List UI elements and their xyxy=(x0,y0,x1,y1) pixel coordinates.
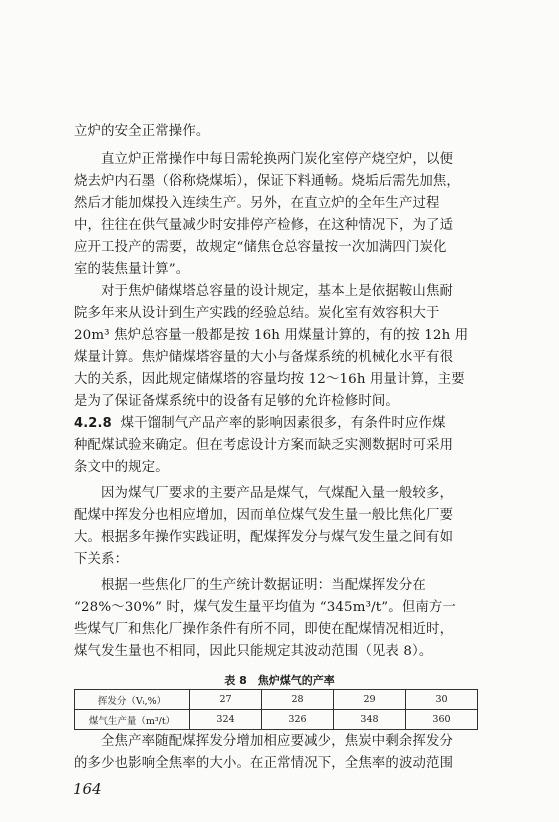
body-line: 下关系： xyxy=(74,552,129,567)
table-row-label: 煤气生产量（m³/t） xyxy=(75,710,190,730)
table-cell: 29 xyxy=(334,690,406,710)
page-number: 164 xyxy=(73,780,102,798)
body-line: 煤干馏制气产品产率的影响因素很多，有条件时应作煤 xyxy=(120,416,446,431)
table-cell: 27 xyxy=(190,690,262,710)
table-cell: 28 xyxy=(262,690,334,710)
body-line: 种配煤试验来确定。但在考虑设计方案而缺乏实测数据时可采用 xyxy=(74,438,454,453)
body-line: 对于焦炉储煤塔总容量的设计规定，基本上是依据鞍山焦耐 xyxy=(101,284,454,299)
body-line: 大。根据多年操作实践证明，配煤挥发分与煤气发生量之间有如 xyxy=(74,530,454,545)
body-line: 些煤气厂和焦化厂操作条件有所不同，即使在配煤情况相近时， xyxy=(74,622,454,637)
body-line: 煤气发生量也不相同，因此只能规定其波动范围（见表 8）。 xyxy=(74,644,433,659)
body-line: 立炉的安全正常操作。 xyxy=(74,124,210,139)
table-cell: 30 xyxy=(406,690,478,710)
table-caption: 表 8 焦炉煤气的产率 xyxy=(224,674,335,687)
body-line: 根据一些焦化厂的生产统计数据证明：当配煤挥发分在 xyxy=(101,578,426,593)
section-paragraph xyxy=(74,416,482,432)
section-number: 4.2.8 xyxy=(74,416,112,431)
table-cell: 360 xyxy=(406,710,478,730)
body-line: 配煤中挥发分也相应增加，因而单位煤气发生量一般比焦化厂要 xyxy=(74,508,454,523)
body-line: 直立炉正常操作中每日需轮换两门炭化室停产烧空炉，以便 xyxy=(101,152,454,167)
body-line: 条文中的规定。 xyxy=(74,460,169,475)
body-line: 大的关系，因此规定储煤塔的容量均按 12～16h 用量计算，主要 xyxy=(74,372,465,387)
body-line: 是为了保证备煤系统中的设备有足够的允许检修时间。 xyxy=(74,394,399,409)
table-cell: 348 xyxy=(334,710,406,730)
body-line: 院多年来从设计到生产实践的经验总结。炭化室有效容积大于 xyxy=(74,306,440,321)
table-cell: 326 xyxy=(262,710,334,730)
table-row xyxy=(75,710,478,730)
body-line: 因为煤气厂要求的主要产品是煤气，气煤配入量一般较多， xyxy=(101,486,454,501)
coke-oven-gas-yield-table xyxy=(74,689,478,730)
table-row xyxy=(75,690,478,710)
body-line: 室的装焦量计算”。 xyxy=(74,262,190,277)
body-line: 中，往往在供气量减少时安排停产检修，在这种情况下，为了适 xyxy=(74,218,454,233)
table-row-label: 挥发分（Vᵢ,%） xyxy=(75,690,190,710)
body-line: 20m³ 焦炉总容量一般都是按 16h 用煤量计算的，有的按 12h 用 xyxy=(74,328,469,343)
body-line: 应开工投产的需要，故规定“储焦仓总容量按一次加满四门炭化 xyxy=(74,240,447,255)
body-line: 煤量计算。焦炉储煤塔容量的大小与备煤系统的机械化水平有很 xyxy=(74,350,454,365)
body-line: 烧去炉内石墨（俗称烧煤垢），保证下料通畅。烧垢后需先加焦， xyxy=(74,174,460,189)
body-line: 的多少也影响全焦率的大小。在正常情况下，全焦率的波动范围 xyxy=(74,756,454,771)
body-line: 全焦产率随配煤挥发分增加相应要减少，焦炭中剩余挥发分 xyxy=(101,734,454,749)
body-line: 然后才能加煤投入连续生产。另外，在直立炉的全年生产过程 xyxy=(74,196,440,211)
table-cell: 324 xyxy=(190,710,262,730)
body-line: “28%～30%” 时，煤气发生量平均值为 “345m³/t”。但南方一 xyxy=(74,600,456,615)
